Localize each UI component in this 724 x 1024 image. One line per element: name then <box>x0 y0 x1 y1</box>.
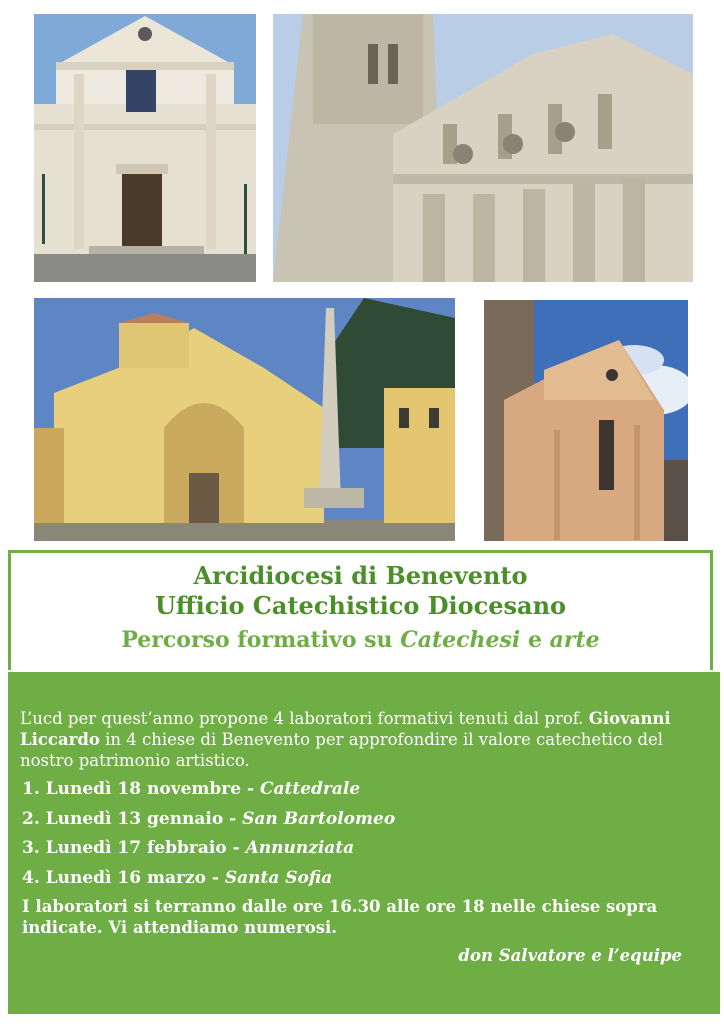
course-title-arte: arte <box>549 627 600 653</box>
intro-part2: in 4 chiese di Benevento per approfondire il valore catechetico del nostro patrimonio artistico. <box>20 730 664 770</box>
course-title-prefix: Percorso formativo su <box>121 627 401 653</box>
closing-note: I laboratori si terranno dalle ore 16.30 alle ore 18 nelle chiese sopra indicate. Vi attendiamo numerosi. <box>22 897 658 937</box>
small-church-photo <box>484 300 688 541</box>
course-title-catechesi: Catechesi <box>400 627 521 653</box>
schedule-item <box>22 778 360 800</box>
schedule-place: Cattedrale <box>259 779 361 799</box>
title-box <box>8 550 713 670</box>
yellow-church-obelisk-photo <box>34 298 455 541</box>
signature: don Salvatore e l’equipe <box>458 946 682 965</box>
schedule-item <box>22 837 354 859</box>
course-title-mid: e <box>520 627 550 653</box>
schedule-date: 1. Lunedì 18 novembre - <box>22 779 260 799</box>
course-title <box>11 625 710 655</box>
info-panel <box>8 672 720 1014</box>
diocese-title: Arcidiocesi di Benevento <box>193 561 528 590</box>
intro-paragraph <box>20 708 690 771</box>
office-title: Ufficio Catechistico Diocesano <box>154 591 567 620</box>
schedule-item <box>22 867 332 889</box>
church-facade-photo <box>34 14 256 282</box>
schedule-place: Annunziata <box>245 838 355 858</box>
schedule-date: 3. Lunedì 17 febbraio - <box>22 838 246 858</box>
schedule-date: 4. Lunedì 16 marzo - <box>22 868 225 888</box>
teacher-name: Giovanni Liccardo <box>20 709 671 749</box>
schedule-place: Santa Sofia <box>224 868 333 888</box>
schedule-item <box>22 808 395 830</box>
cathedral-photo <box>273 14 693 282</box>
schedule-date: 2. Lunedì 13 gennaio - <box>22 809 243 829</box>
schedule-place: San Bartolomeo <box>242 809 396 829</box>
intro-part1: L’ucd per quest’anno propone 4 laboratori formativi tenuti dal prof. <box>20 709 589 728</box>
